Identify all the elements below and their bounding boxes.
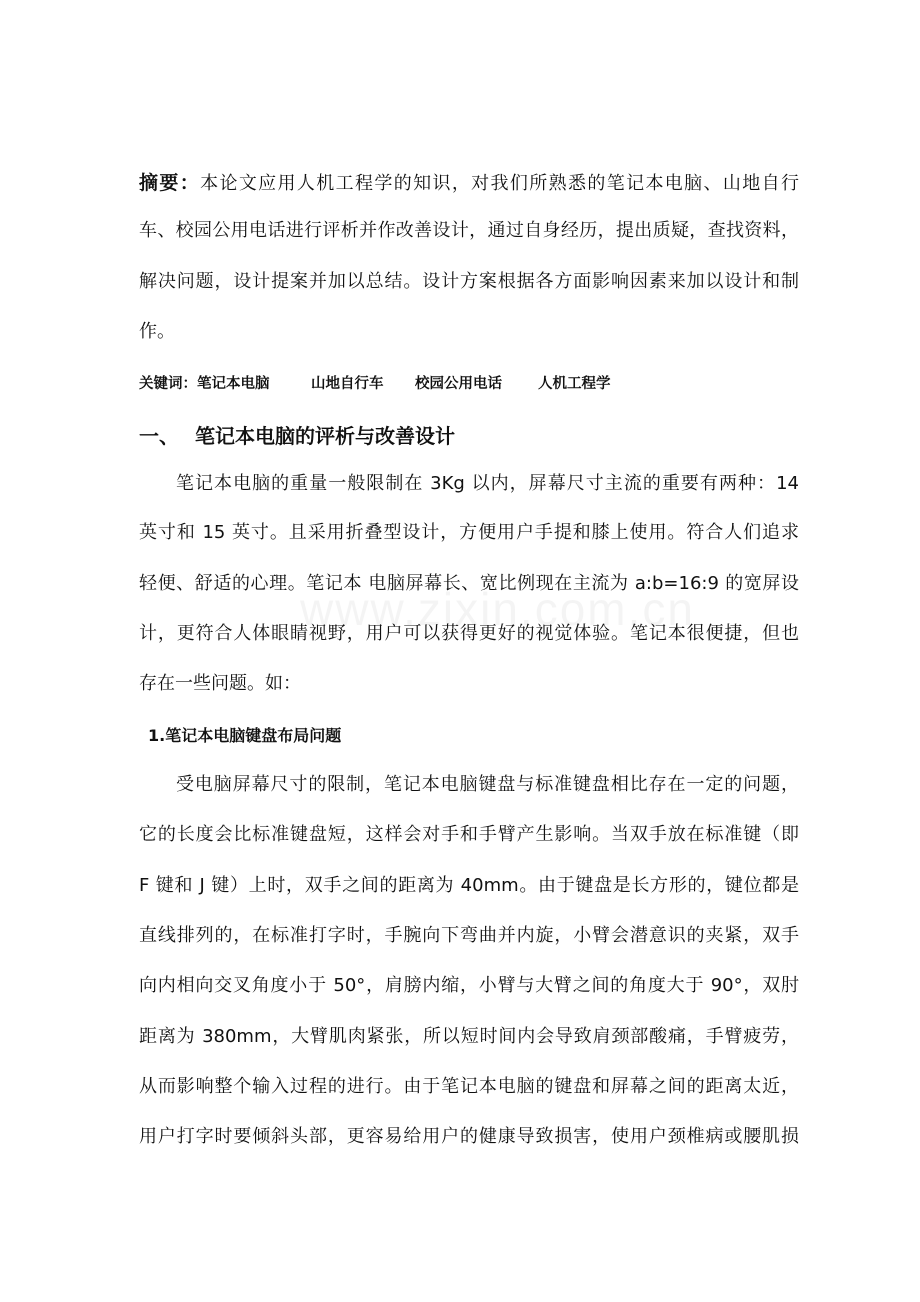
paragraph-line: 存在一些问题。如： bbox=[139, 673, 301, 694]
abstract-label: 摘要： bbox=[139, 172, 201, 194]
keywords bbox=[139, 372, 611, 393]
abstract-text: 本论文应用人机工程学的知识，对我们所熟悉的笔记本电脑、山地自行 bbox=[200, 173, 799, 194]
paragraph-line: 距离为 380mm，大臂肌肉紧张，所以短时间内会导致肩颈部酸痛，手臂疲劳， bbox=[139, 1026, 799, 1047]
abstract-line-3: 解决问题，设计提案并加以总结。设计方案根据各方面影响因素来加以设计和制 bbox=[139, 271, 799, 292]
abstract-line-2: 车、校园公用电话进行评析并作改善设计，通过自身经历，提出质疑，查找资料， bbox=[139, 220, 799, 241]
section-heading bbox=[139, 420, 455, 449]
keywords-label: 关键词： bbox=[139, 376, 197, 392]
paragraph-line: 轻便、舒适的心理。笔记本 电脑屏幕长、宽比例现在主流为 a:b=16:9 的宽屏设 bbox=[139, 573, 799, 594]
abstract-line-4: 作。 bbox=[139, 321, 175, 342]
abstract-line-1 bbox=[139, 171, 799, 196]
section-title: 笔记本电脑的评析与改善设计 bbox=[195, 424, 455, 448]
section-number: 一、 bbox=[139, 424, 179, 448]
paragraph-line: 计，更符合人体眼睛视野，用户可以获得更好的视觉体验。笔记本很便捷，但也 bbox=[139, 623, 799, 644]
keyword-item: 山地自行车 bbox=[311, 376, 384, 392]
subsection-heading: 1.笔记本电脑键盘布局问题 bbox=[148, 726, 342, 745]
paragraph-line: 直线排列的，在标准打字时，手腕向下弯曲并内旋，小臂会潜意识的夹紧，双手 bbox=[139, 925, 799, 946]
keyword-item: 校园公用电话 bbox=[415, 376, 502, 392]
keyword-item: 人机工程学 bbox=[538, 376, 611, 392]
paragraph-line: 从而影响整个输入过程的进行。由于笔记本电脑的键盘和屏幕之间的距离太近， bbox=[139, 1076, 799, 1097]
paragraph-line: 用户打字时要倾斜头部，更容易给用户的健康导致损害，使用户颈椎病或腰肌损 bbox=[139, 1126, 799, 1147]
paragraph-line: 受电脑屏幕尺寸的限制，笔记本电脑键盘与标准键盘相比存在一定的问题， bbox=[176, 774, 799, 795]
paragraph-line: F 键和 J 键）上时，双手之间的距离为 40mm。由于键盘是长方形的，键位都是 bbox=[139, 875, 799, 896]
paragraph-line: 它的长度会比标准键盘短，这样会对手和手臂产生影响。当双手放在标准键（即 bbox=[139, 824, 799, 845]
paragraph-line: 向内相向交叉角度小于 50°，肩膀内缩，小臂与大臂之间的角度大于 90°，双肘 bbox=[139, 975, 799, 996]
paragraph-line: 笔记本电脑的重量一般限制在 3Kg 以内，屏幕尺寸主流的重要有两种：14 bbox=[176, 473, 799, 494]
keyword-item: 笔记本电脑 bbox=[197, 376, 270, 392]
paragraph-line: 英寸和 15 英寸。且采用折叠型设计，方便用户手提和膝上使用。符合人们追求 bbox=[139, 522, 799, 543]
